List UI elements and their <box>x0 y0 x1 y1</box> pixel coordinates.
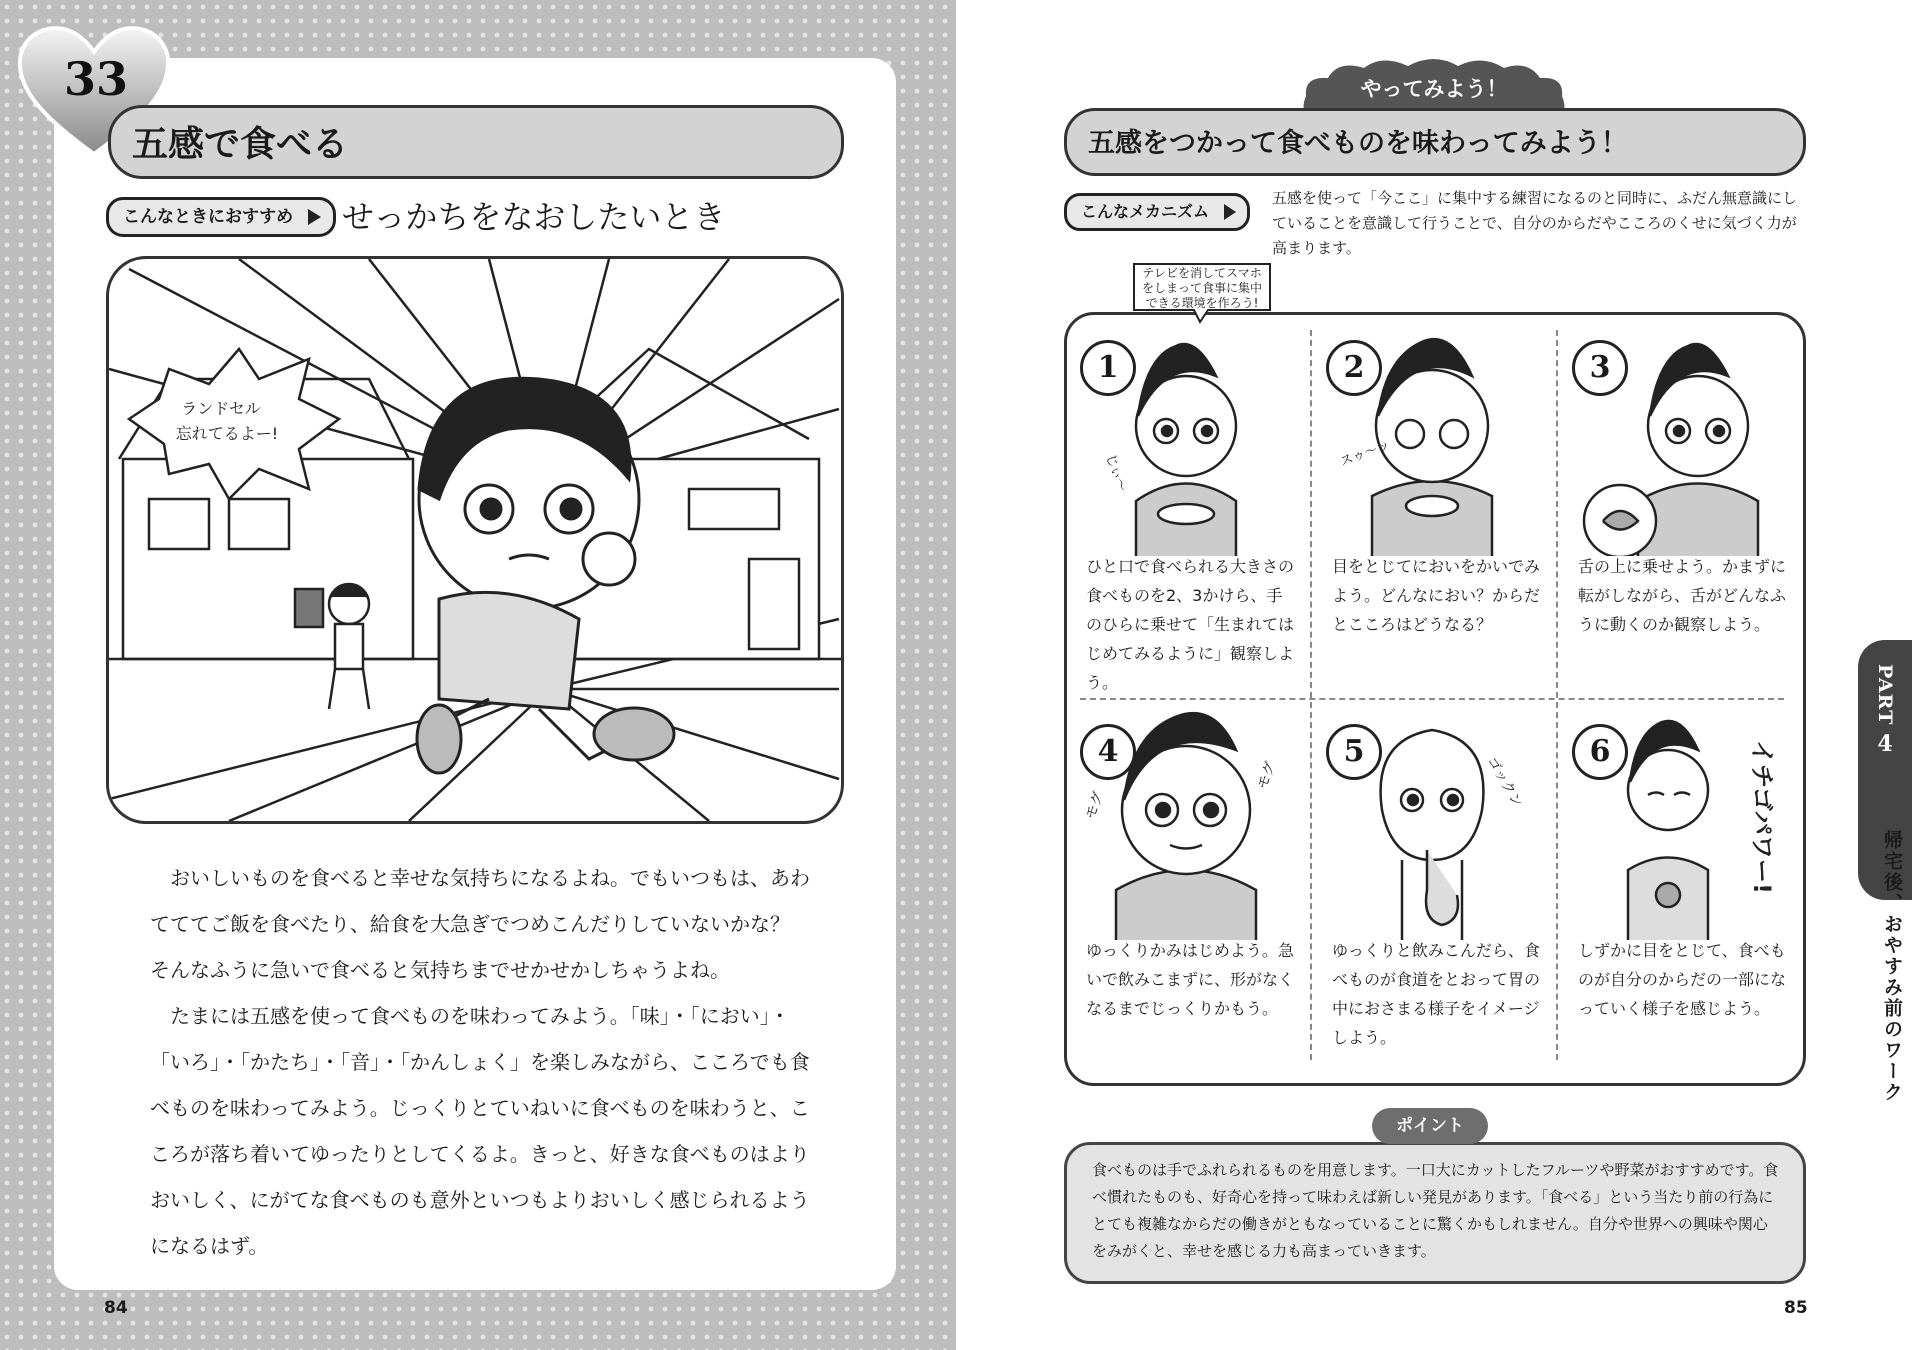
sfx-text: イチゴパワー! <box>1748 740 1776 894</box>
mechanism-text: 五感を使って「今ここ」に集中する練習になるのと同時に、ふだん無意識にしていることを意識して行うことで、自分のからだやこころのくせに気づく力が高まります。 <box>1272 189 1798 257</box>
speech-bubble-text: テレビを消してスマホをしまって食事に集中できる環境を作ろう! <box>1141 266 1262 310</box>
sfx-text: じぃ～ <box>1102 452 1130 494</box>
part-subtitle: 帰宅後、おやすみ前のワーク <box>1881 830 1903 1103</box>
chapter-number: 33 <box>63 52 128 106</box>
mechanism-label <box>1064 193 1250 231</box>
step-cell-5 <box>1312 700 1556 1084</box>
recommend-label-text: こんなときにおすすめ <box>123 207 294 227</box>
triangle-right-icon <box>1224 204 1236 220</box>
step-cell-1 <box>1066 316 1310 700</box>
speech-line-2: 忘れてるよー! <box>175 424 279 443</box>
step-text-3: 舌の上に乗せよう。かまずに転がしながら、舌がどんなふうに動くのか観察しよう。 <box>1578 557 1787 634</box>
body-paragraph-2: たまには五感を使って食べものを味わってみよう。「味」・「におい」・「いろ」・「かたち」・「音」・「かんしょく」を楽しみながら、こころでも食べものを味わってみよう。じっくりとていねいに食べものを味わうと、こころが落ち着いてゆったりとしてくるよ。きっと、好きな食べものはよりおいしく、にがてな食べものも意外といつもよりおいしく感じられるようになるはず。 <box>150 1004 810 1258</box>
sfx-text: モグ <box>1254 759 1280 792</box>
sfx-text: スゥ～ッ <box>1338 437 1393 470</box>
running-child-illustration <box>109 259 841 821</box>
main-illustration <box>106 256 844 824</box>
recommend-label <box>106 197 336 237</box>
page-title: 五感で食べる <box>132 124 349 165</box>
step-cell-6 <box>1558 700 1802 1084</box>
recommend-text: せっかちをなおしたいとき <box>342 198 726 236</box>
sfx-text: モグ <box>1082 789 1108 822</box>
step-number-5: 5 <box>1326 724 1382 780</box>
page-number-right: 85 <box>1784 1298 1808 1318</box>
step-text-2: 目をとじてにおいをかいでみよう。どんなにおい？からだとこころはどうなる？ <box>1332 557 1541 634</box>
point-text: 食べものは手でふれられるものを用意します。一口大にカットしたフルーツや野菜がおすすめです。食べ慣れたものも、好奇心を持って味わえば新しい発見があります。「食べる」という当たり前の行為にとても複雑なからだの働きがともなっていることに驚くかもしれません。自分や世界への興味や関心をみがくと、幸せを感じる力も高まっていきます。 <box>1092 1161 1779 1260</box>
part-word: PART <box>1874 664 1896 726</box>
step-text-5: ゆっくりと飲みこんだら、食べものが食道をとおって胃の中におさまる様子をイメージしよう。 <box>1332 941 1541 1047</box>
step-text-1: ひと口で食べられる大きさの食べものを2、3かけら、手のひらに乗せて「生まれてはじめてみるように」観察しよう。 <box>1086 557 1295 692</box>
try-label: やってみよう！ <box>1360 77 1508 101</box>
step-cell-4 <box>1066 700 1310 1084</box>
step-number-1: 1 <box>1080 340 1136 396</box>
body-paragraph-1: おいしいものを食べると幸せな気持ちになるよね。でもいつもは、あわてててご飯を食べたり、給食を大急ぎでつめこんだりしていないかな？ そんなふうに急いで食べると気持ちまでせかせかしちゃうよね。 <box>150 866 810 982</box>
step-text-6: しずかに目をとじて、食べものが自分のからだの一部になっていく様子を感じよう。 <box>1578 941 1787 1018</box>
body-text <box>150 855 810 1269</box>
sfx-text: ゴックン <box>1483 754 1526 811</box>
step-number-3: 3 <box>1572 340 1628 396</box>
part-label <box>1860 664 1910 758</box>
step-number-6: 6 <box>1572 724 1628 780</box>
step-cell-2 <box>1312 316 1556 700</box>
point-label: ポイント <box>1372 1108 1488 1144</box>
right-page-title: 五感をつかって食べものを味わってみよう！ <box>1088 128 1628 159</box>
page-number-left: 84 <box>104 1298 128 1318</box>
part-number: 4 <box>1877 731 1893 758</box>
step-number-4: 4 <box>1080 724 1136 780</box>
step-text-4: ゆっくりかみはじめよう。急いで飲みこまずに、形がなくなるまでじっくりかもう。 <box>1086 941 1295 1018</box>
mechanism-label-text: こんなメカニズム <box>1081 202 1210 221</box>
speech-line-1: ランドセル <box>181 399 261 418</box>
step-cell-3 <box>1558 316 1802 700</box>
step-number-2: 2 <box>1326 340 1382 396</box>
triangle-right-icon <box>308 209 321 225</box>
